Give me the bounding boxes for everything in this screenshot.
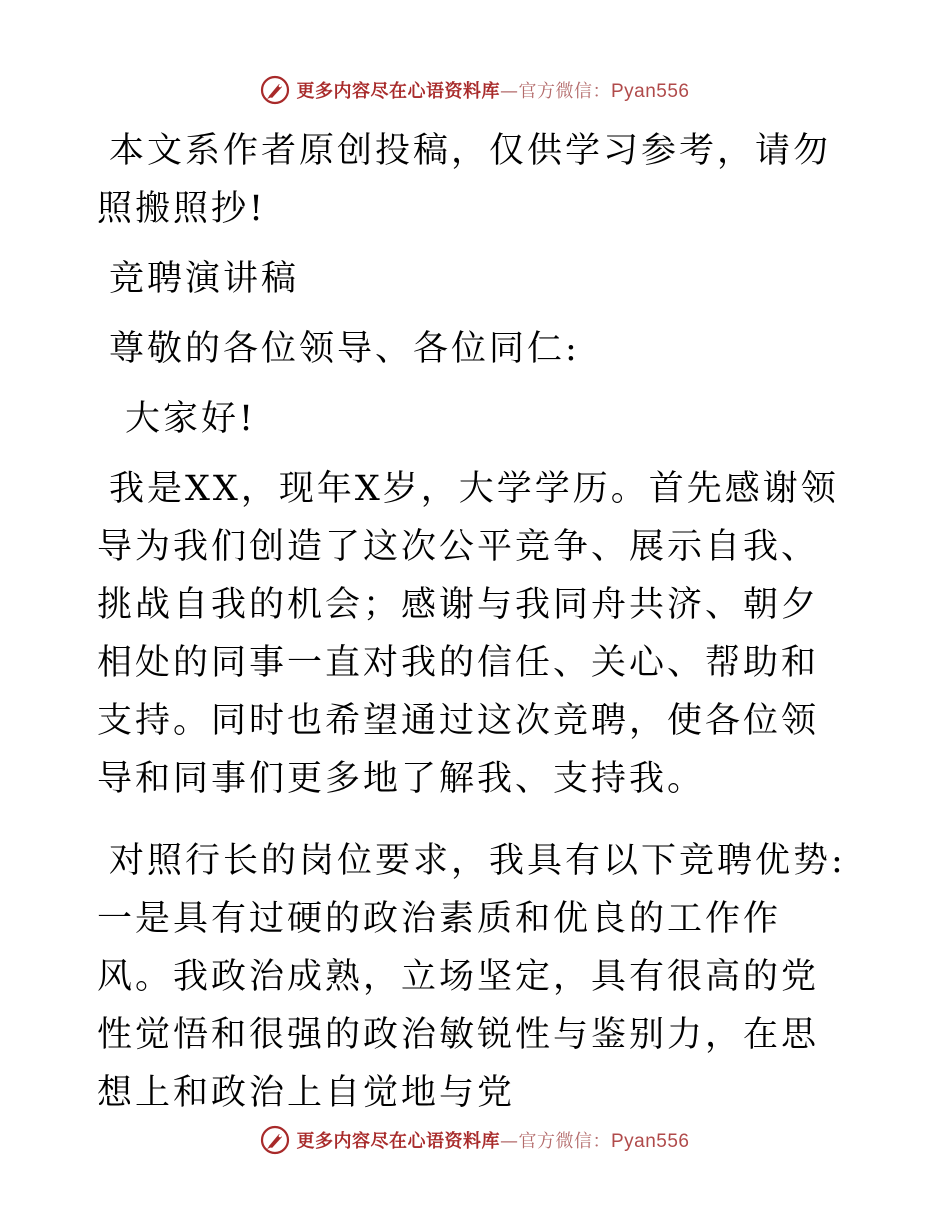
banner-wechat-id: Pyan556 <box>610 1131 690 1152</box>
pen-nib-logo-icon <box>260 1125 290 1155</box>
document-title: 竞聘演讲稿 <box>109 259 300 299</box>
banner-dash: — <box>499 1131 519 1152</box>
banner-dash: — <box>499 81 519 102</box>
notice-paragraph: 本文系作者原创投稿，仅供学习参考，请勿照搬照抄! <box>97 131 832 229</box>
banner-main-text: 更多内容尽在心语资料库 <box>296 1131 500 1152</box>
banner-text <box>296 77 689 103</box>
salutation-line: 大家好! <box>125 399 257 439</box>
header-banner <box>0 70 950 110</box>
banner-wechat-id: Pyan556 <box>610 81 690 102</box>
banner-wechat-label: 官方微信： <box>518 81 611 102</box>
greeting-line: 尊敬的各位领导、各位同仁: <box>109 329 580 369</box>
banner-main-text: 更多内容尽在心语资料库 <box>296 81 500 102</box>
document-body <box>97 122 853 1134</box>
pen-nib-logo-icon <box>260 75 290 105</box>
body-paragraph: 我是XX，现年X岁，大学学历。首先感谢领导为我们创造了这次公平竞争、展示自我、挑战自我的机会；感谢与我同舟共济、朝夕相处的同事一直对我的信任、关心、帮助和支持。同时也希望通过这次竞聘，使各位领导和同事们更多地了解我、支持我。 <box>97 469 839 799</box>
footer-banner <box>0 1120 950 1160</box>
body-paragraph: 对照行长的岗位要求，我具有以下竞聘优势: 一是具有过硬的政治素质和优良的工作作风。我政治成熟，立场坚定，具有很高的党性觉悟和很强的政治敏锐性与鉴别力，在思想上和政治上自觉地与党 <box>97 841 846 1113</box>
banner-text <box>296 1127 689 1153</box>
banner-wechat-label: 官方微信： <box>518 1131 611 1152</box>
